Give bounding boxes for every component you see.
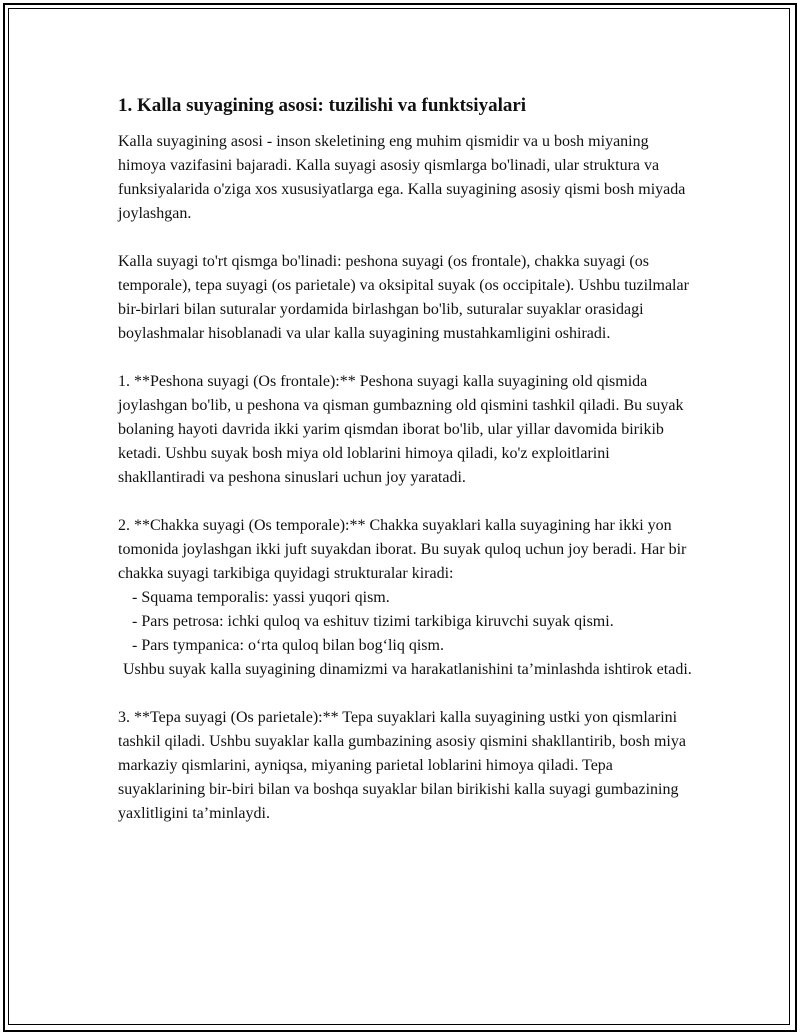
paragraph-gap (118, 682, 692, 706)
paragraph-temporal: 2. **Chakka suyagi (Os temporale):** Chakka suyaklari kalla suyagining har ikki yon tomonida joylashgan ikki juft suyakdan iborat. Bu suyak quloq uchun joy beradi. Har bir chakka suyagi tarkibiga quyidagi strukturalar kiradi: (118, 517, 687, 582)
document-body (118, 94, 692, 826)
list-item: - Squama temporalis: yassi yuqori qism. (132, 589, 390, 606)
paragraph-frontal: 1. **Peshona suyagi (Os frontale):** Peshona suyagi kalla suyagining old qismida joylashgan bo'lib, u peshona va qisman gumbazning old qismini tashkil qiladi. Bu suyak bolaning hayoti davrida ikki yarim qismdan iborat bo'lib, ular yillar davomida birikib ketadi. Ushbu suyak bosh miya old loblarini himoya qiladi, ko'z exploitlarini shakllantiradi va peshona sinuslari uchun joy yaratadi. (118, 373, 684, 486)
paragraph-gap (118, 226, 692, 250)
paragraph-temporal-end: Ushbu suyak kalla suyagining dinamizmi va harakatlanishini ta’minlashda ishtirok etadi. (123, 661, 692, 678)
list-item: - Pars petrosa: ichki quloq va eshituv tizimi tarkibiga kiruvchi suyak qismi. (132, 613, 614, 630)
paragraph-intro: Kalla suyagining asosi - inson skeletining eng muhim qismidir va u bosh miyaning himoya vazifasini bajaradi. Kalla suyagi asosiy qismlarga bo'linadi, ular struktura va funksiyalarida o'ziga xos xususiyatlarga ega. Kalla suyagining asosiy qismi bosh miyada joylashgan. (118, 133, 686, 222)
paragraph-gap (118, 346, 692, 370)
document-title: 1. Kalla suyagining asosi: tuzilishi va funktsiyalari (118, 95, 527, 116)
paragraph-gap (118, 490, 692, 514)
paragraph-parts: Kalla suyagi to'rt qismga bo'linadi: peshona suyagi (os frontale), chakka suyagi (os temporale), tepa suyagi (os parietale) va oksipital suyak (os occipitale). Ushbu tuzilmalar bir-birlari bilan suturalar yordamida birlashgan bo'lib, suturalar suyaklar orasidagi boylashmalar hisoblanadi va ular kalla suyagining mustahkamligini oshiradi. (118, 253, 689, 342)
paragraph-parietal: 3. **Tepa suyagi (Os parietale):** Tepa suyaklari kalla suyagining ustki yon qismlarini tashkil qiladi. Ushbu suyaklar kalla gumbazining asosiy qismini shakllantirib, bosh miya markaziy qismlarini, ayniqsa, miyaning parietal loblarini himoya qiladi. Tepa suyaklarining bir-biri bilan va boshqa suyaklar bilan birikishi kalla suyagi gumbazining yaxlitligini ta’minlaydi. (118, 709, 686, 822)
list-item: - Pars tympanica: o‘rta quloq bilan bog‘liq qism. (132, 637, 444, 654)
